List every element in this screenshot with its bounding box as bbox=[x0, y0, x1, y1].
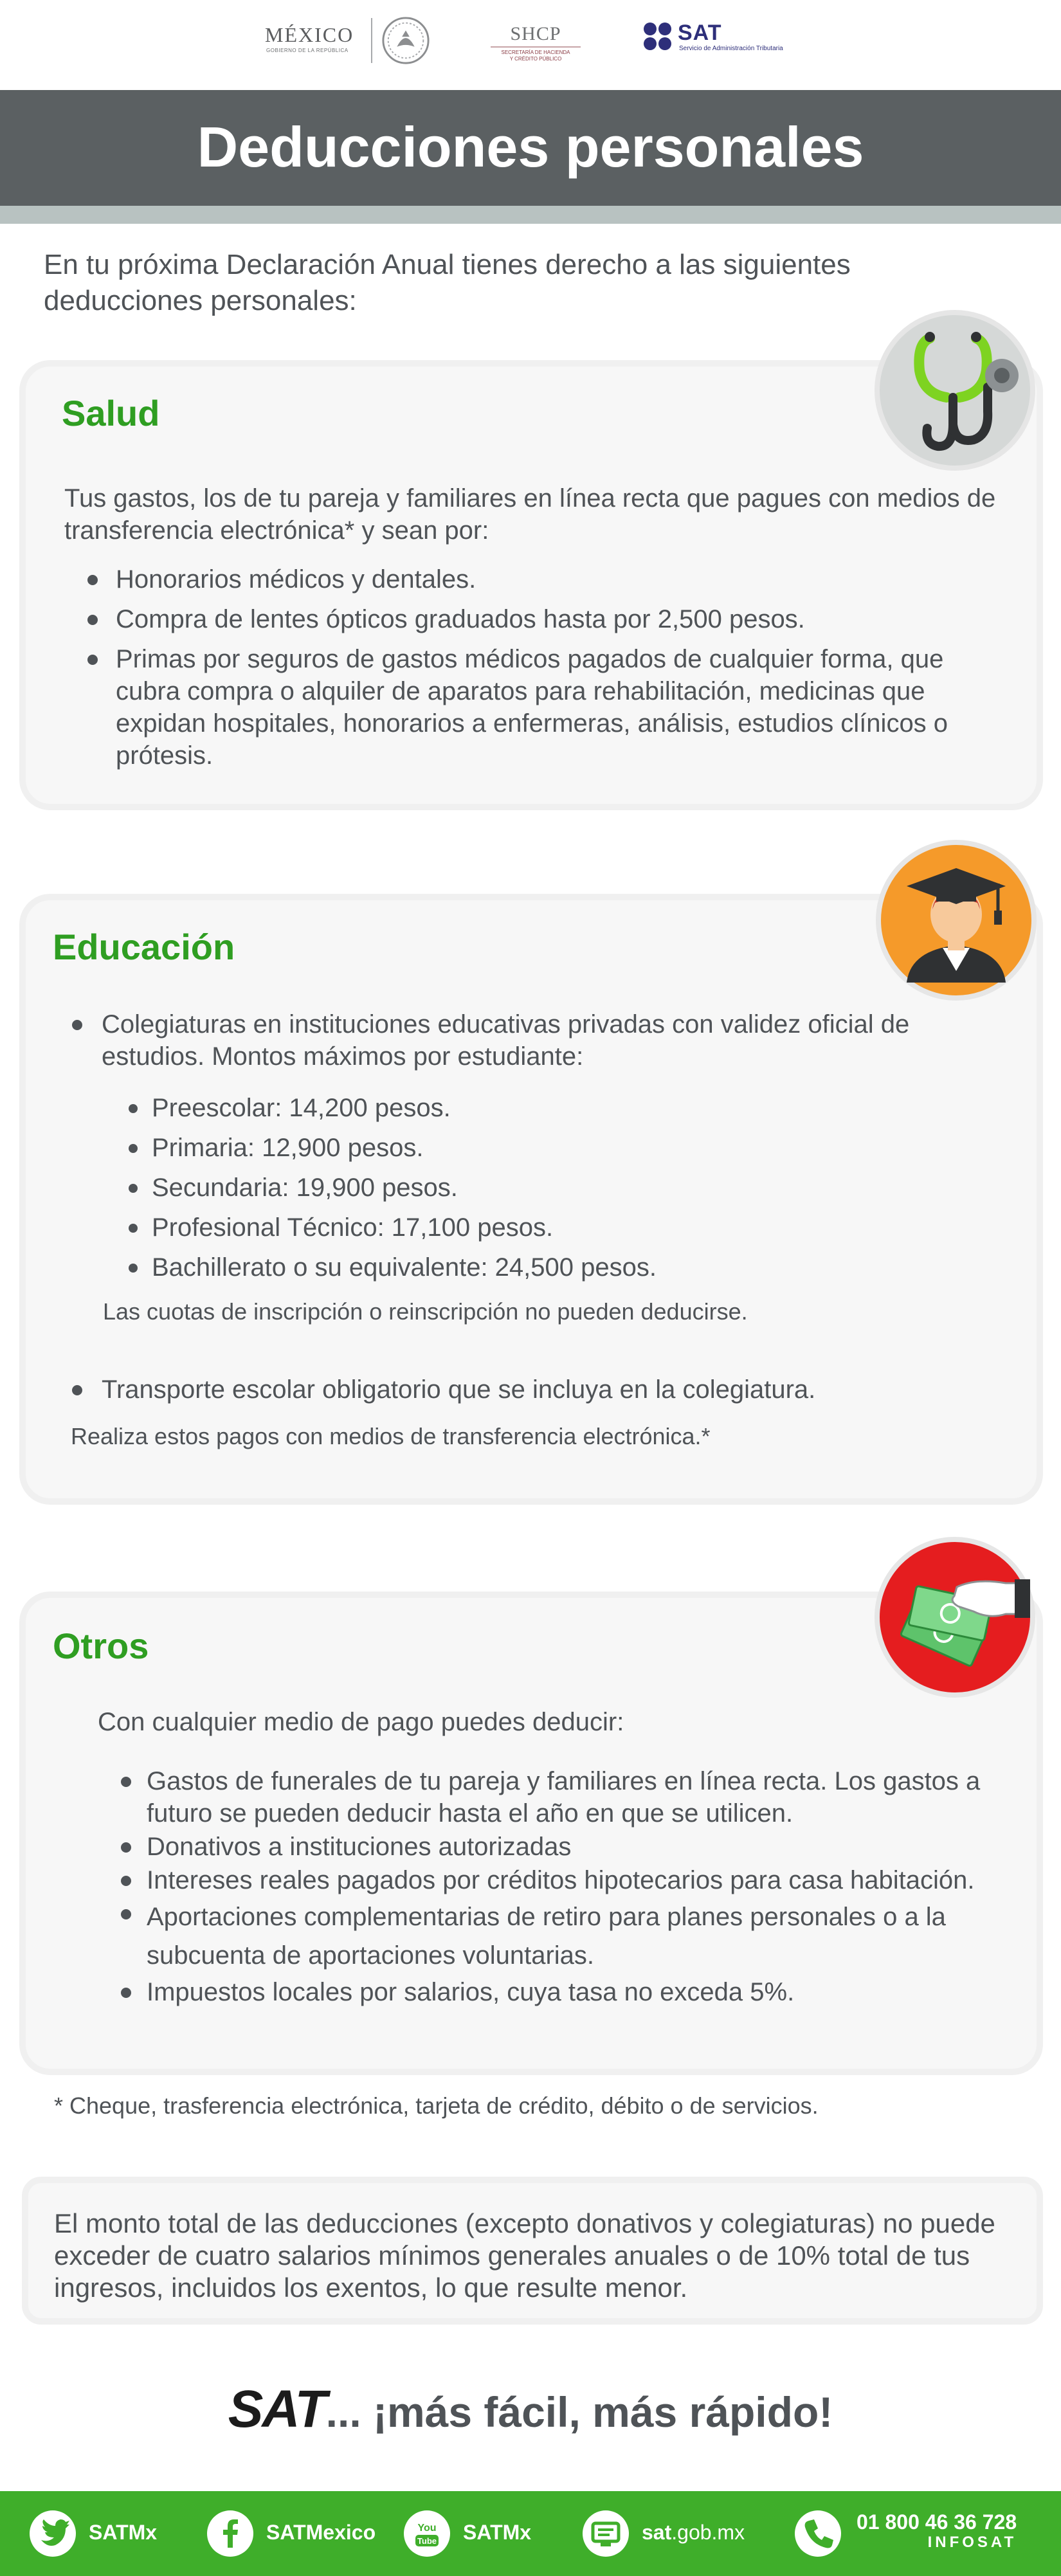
page-title: Deducciones personales bbox=[197, 115, 864, 179]
mexico-logo-sub: GOBIERNO DE LA REPÚBLICA bbox=[266, 48, 349, 53]
twitter-icon bbox=[30, 2510, 76, 2557]
salud-text: Tus gastos, los de tu pareja y familiares en línea recta que pagues con medios de transferencia electrónica* y sean por: bbox=[64, 484, 996, 545]
list-item: Preescolar: 14,200 pesos. bbox=[152, 1092, 923, 1124]
money-hand-icon bbox=[875, 1537, 1035, 1698]
list-item: Primas por seguros de gastos médicos pagados de cualquier forma, que cubra compra o alquiler de aparatos para rehabilitación, medicinas que expidan hospitales, honorarios a enfermeras, análisis, estudios clínicos o prótesis. bbox=[116, 643, 1003, 772]
list-item: Aportaciones complementarias de retiro para planes personales o a la subcuenta de aportaciones voluntarias. bbox=[147, 1898, 1002, 1975]
salud-list bbox=[116, 563, 1003, 779]
slogan-tagline: ... ¡más fácil, más rápido! bbox=[325, 2388, 833, 2436]
list-item: Profesional Técnico: 17,100 pesos. bbox=[152, 1211, 923, 1244]
cuotas-note: Las cuotas de inscripción o reinscripción no pueden deducirse. bbox=[103, 1298, 748, 1325]
mexico-government-logo bbox=[265, 14, 435, 67]
list-item: Honorarios médicos y dentales. bbox=[116, 563, 1003, 595]
youtube-label: SATMx bbox=[463, 2521, 532, 2544]
list-item: Secundaria: 19,900 pesos. bbox=[152, 1172, 923, 1204]
list-item: Bachillerato o su equivalente: 24,500 pesos. bbox=[152, 1251, 923, 1283]
twitter-label: SATMx bbox=[89, 2521, 158, 2544]
shcp-logo-sub-1: SECRETARÍA DE HACIENDA bbox=[501, 50, 570, 55]
sat-dots-icon bbox=[642, 21, 675, 54]
otros-title: Otros bbox=[53, 1626, 149, 1666]
list-item: Intereses reales pagados por créditos hipotecarios para casa habitación. bbox=[147, 1864, 1002, 1896]
title-band bbox=[0, 90, 1061, 206]
phone-label bbox=[857, 2512, 1017, 2553]
list-item: Compra de lentes ópticos graduados hasta por 2,500 pesos. bbox=[116, 603, 1003, 635]
website-bold: sat bbox=[642, 2521, 672, 2544]
shcp-logo-line bbox=[491, 46, 581, 48]
title-stripe bbox=[0, 206, 1061, 224]
list-item: Impuestos locales por salarios, cuya tasa no exceda 5%. bbox=[147, 1976, 1002, 2008]
stethoscope-icon bbox=[875, 310, 1035, 471]
pago-note: Realiza estos pagos con medios de transferencia electrónica.* bbox=[71, 1423, 711, 1449]
total-limit-text: El monto total de las deducciones (excepto donativos y colegiaturas) no puede exceder de cuatro salarios mínimos generales anuales o de 10% total de tus ingresos, incluidos los exentos, lo que resulte menor. bbox=[54, 2208, 995, 2303]
shcp-logo bbox=[487, 23, 584, 68]
list-item: Colegiaturas en instituciones educativas privadas con validez oficial de estudios. Montos máximos por estudiante: bbox=[102, 1008, 1015, 1073]
sat-logo-sub: Servicio de Administración Tributaria bbox=[679, 45, 783, 52]
phone-sub: INFOSAT bbox=[927, 2534, 1017, 2551]
eagle-seal-icon bbox=[381, 15, 431, 66]
otros-text: Con cualquier medio de pago puedes deducir: bbox=[98, 1708, 624, 1736]
website-label bbox=[642, 2521, 745, 2544]
phone-number: 01 800 46 36 728 bbox=[857, 2510, 1017, 2534]
website-domain: .gob.mx bbox=[671, 2521, 745, 2544]
educacion-transport-list bbox=[102, 1374, 1015, 1406]
footer-bar bbox=[0, 2491, 1061, 2576]
shcp-logo-word: SHCP bbox=[510, 23, 561, 44]
svg-text:You: You bbox=[417, 2523, 437, 2534]
list-item: Gastos de funerales de tu pareja y familiares en línea recta. Los gastos a futuro se pueden deducir hasta el año en que se utilicen. bbox=[147, 1765, 1002, 1829]
youtube-icon bbox=[404, 2510, 450, 2557]
educacion-title: Educación bbox=[53, 927, 235, 967]
svg-text:Tube: Tube bbox=[417, 2536, 437, 2546]
otros-list bbox=[147, 1765, 1002, 2009]
shcp-logo-sub-2: Y CRÉDITO PÚBLICO bbox=[509, 56, 562, 62]
graduate-icon bbox=[876, 840, 1037, 1001]
list-item: Transporte escolar obligatorio que se incluya en la colegiatura. bbox=[102, 1374, 1015, 1406]
facebook-label: SATMexico bbox=[266, 2521, 376, 2544]
logo-divider bbox=[371, 18, 372, 63]
slogan-sat: SAT bbox=[228, 2380, 326, 2438]
educacion-main-list bbox=[102, 1008, 1015, 1073]
intro-text: En tu próxima Declaración Anual tienes derecho a las siguientes deducciones personales: bbox=[44, 249, 851, 316]
total-limit-card bbox=[22, 2177, 1043, 2325]
phone-icon bbox=[795, 2510, 841, 2557]
mexico-logo-word: MÉXICO bbox=[265, 23, 354, 46]
sat-logo bbox=[642, 19, 822, 58]
footnote: * Cheque, trasferencia electrónica, tarjeta de crédito, débito o de servicios. bbox=[54, 2092, 819, 2119]
list-item: Primaria: 12,900 pesos. bbox=[152, 1132, 923, 1164]
computer-monitor-icon bbox=[583, 2510, 629, 2557]
list-item: Donativos a instituciones autorizadas bbox=[147, 1831, 1002, 1863]
educacion-levels-list bbox=[152, 1092, 923, 1291]
sat-logo-word: SAT bbox=[678, 21, 722, 45]
facebook-icon bbox=[207, 2510, 253, 2557]
slogan bbox=[0, 2379, 1061, 2440]
salud-title: Salud bbox=[62, 393, 160, 433]
logos-header bbox=[0, 0, 1061, 90]
